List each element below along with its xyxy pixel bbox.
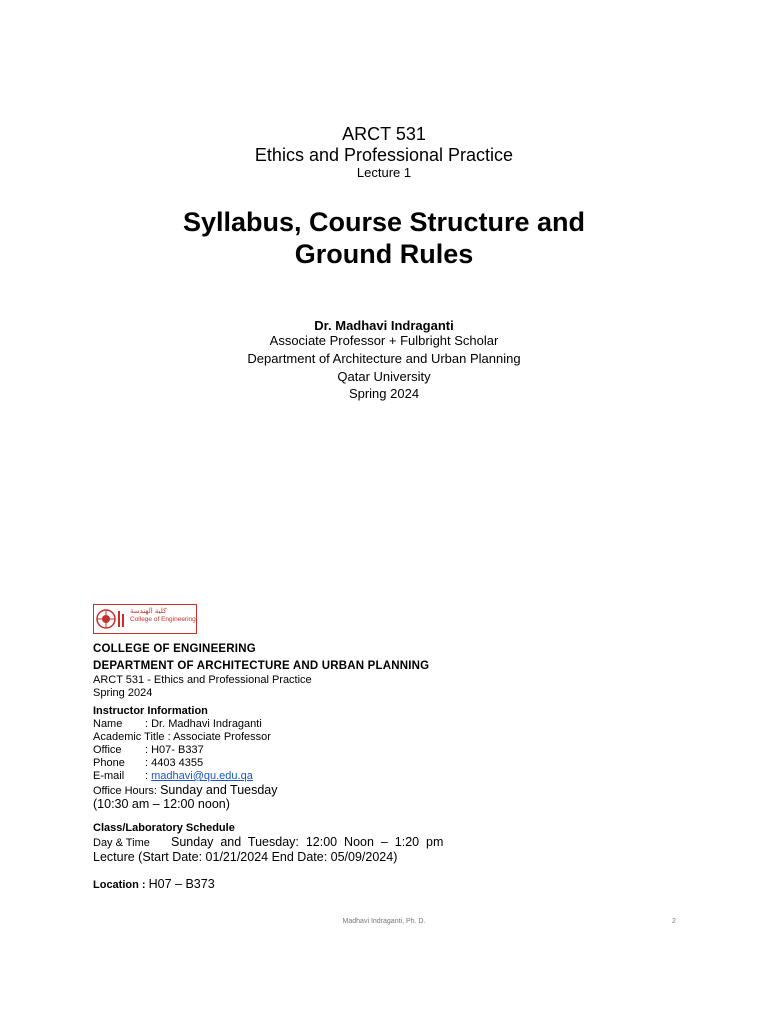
- email-link[interactable]: madhavi@qu.edu.qa: [151, 770, 253, 782]
- schedule-heading: Class/Laboratory Schedule: [93, 822, 235, 834]
- office-value: : H07- B337: [145, 744, 204, 756]
- lecture-label: Lecture 1: [356, 165, 412, 180]
- phone-value: : 4403 4355: [145, 757, 204, 769]
- name-label: Name: [93, 718, 123, 730]
- phone-row: [93, 757, 203, 769]
- office-hours-row: [93, 783, 278, 797]
- instructor-name: Dr. Madhavi Indraganti: [314, 318, 454, 333]
- location-row: [93, 877, 215, 891]
- title-label: Academic Title: [93, 731, 165, 743]
- instructor-info-heading: Instructor Information: [93, 705, 208, 717]
- course-line: ARCT 531 - Ethics and Professional Practice: [93, 674, 312, 686]
- daytime-value: Sunday and Tuesday: 12:00 Noon – 1:20 pm: [171, 835, 444, 849]
- instructor-department: Department of Architecture and Urban Planning: [247, 351, 521, 366]
- office-row: [93, 744, 204, 756]
- title-value: : Associate Professor: [167, 731, 271, 743]
- department-heading: DEPARTMENT OF ARCHITECTURE AND URBAN PLANNING: [93, 660, 430, 672]
- office-hours-time: (10:30 am – 12:00 noon): [93, 797, 230, 811]
- title-line-2: Ground Rules: [294, 239, 474, 269]
- course-code: ARCT 531: [342, 124, 426, 144]
- lecture-dates: Lecture (Start Date: 01/21/2024 End Date: 05/09/2024): [93, 850, 398, 864]
- term-line: Spring 2024: [93, 687, 153, 699]
- title-line-1: Syllabus, Course Structure and: [182, 207, 586, 237]
- office-label: Office: [93, 744, 122, 756]
- footer-author: Madhavi Indraganti, Ph. D.: [342, 918, 426, 925]
- office-hours-label: Office Hours:: [93, 785, 157, 797]
- logo-english-text: College of Engineering: [130, 616, 196, 623]
- logo-arabic-text: كلية الهندسة: [130, 607, 167, 615]
- office-hours-value: Sunday and Tuesday: [160, 783, 278, 797]
- instructor-term: Spring 2024: [348, 386, 420, 401]
- page-number: 2: [672, 918, 676, 925]
- college-heading: COLLEGE OF ENGINEERING: [93, 643, 256, 655]
- daytime-row: [93, 835, 443, 849]
- course-name: Ethics and Professional Practice: [254, 145, 514, 165]
- location-value: H07 – B373: [148, 877, 215, 891]
- name-row: [93, 718, 262, 730]
- email-label: E-mail: [93, 770, 125, 782]
- phone-label: Phone: [93, 757, 125, 769]
- name-value: : Dr. Madhavi Indraganti: [145, 718, 262, 730]
- location-label: Location :: [93, 879, 146, 891]
- daytime-label: Day & Time: [93, 837, 150, 849]
- instructor-position: Associate Professor + Fulbright Scholar: [269, 333, 499, 348]
- instructor-university: Qatar University: [337, 369, 431, 384]
- college-logo: [93, 604, 197, 634]
- email-row: [93, 770, 253, 782]
- email-colon: :: [145, 770, 149, 782]
- title-row: [93, 731, 271, 743]
- page-title: [0, 206, 768, 270]
